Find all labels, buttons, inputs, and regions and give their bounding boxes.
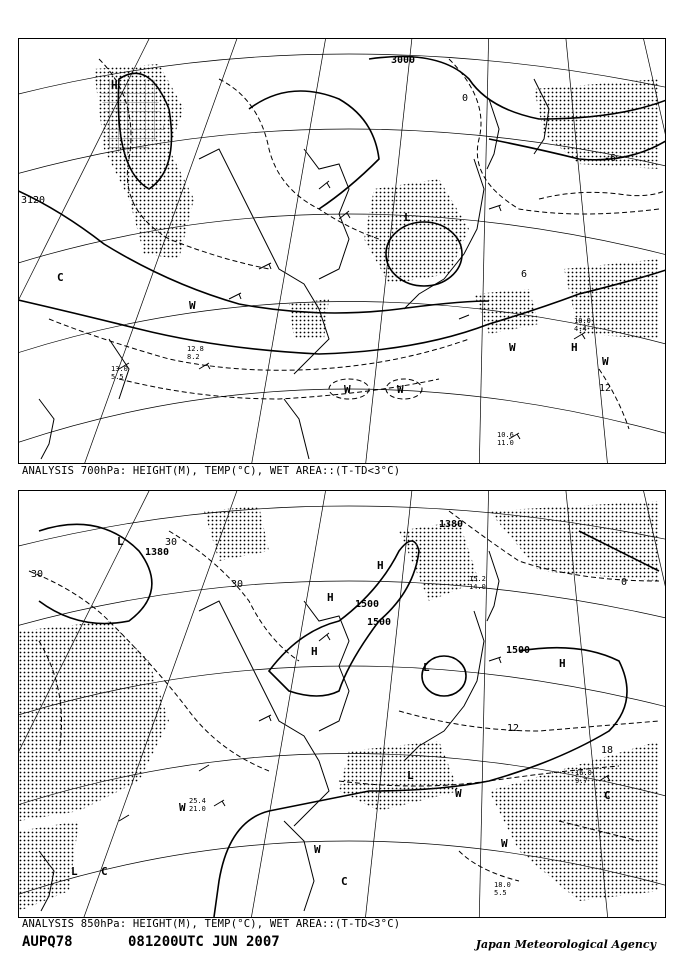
- pressure-system-marker: W: [455, 787, 462, 800]
- temperature-label: 18: [601, 745, 614, 756]
- temperature-label: 12: [599, 383, 612, 394]
- pressure-system-marker: H: [377, 559, 384, 572]
- height-label: 1500: [355, 599, 380, 610]
- station-value: 5.5: [111, 373, 124, 381]
- station-value: 4.4: [574, 325, 587, 333]
- station-value: 21.0: [189, 805, 206, 813]
- height-label: 3000: [391, 55, 416, 66]
- pressure-system-marker: L: [71, 865, 78, 878]
- pressure-system-marker: C: [604, 789, 611, 802]
- temperature-label: 30: [31, 569, 44, 580]
- map-panel-850hpa: [18, 490, 666, 918]
- temperature-label: 12: [507, 723, 520, 734]
- pressure-system-marker: H: [559, 657, 566, 670]
- height-label: 1380: [439, 519, 464, 530]
- temperature-label: 30: [165, 537, 178, 548]
- height-label: 1500: [367, 617, 392, 628]
- wet-area: [19, 501, 659, 911]
- station-value: 13.0: [111, 365, 128, 373]
- pressure-system-marker: H: [111, 79, 118, 92]
- temperature-label: 0: [462, 93, 469, 104]
- map-850hpa-canvas: [19, 491, 665, 917]
- pressure-system-marker: C: [57, 271, 64, 284]
- pressure-system-marker: L: [117, 535, 124, 548]
- station-value: 10.6: [497, 431, 514, 439]
- station-value: 25.4: [189, 797, 206, 805]
- height-label: 1500: [506, 645, 531, 656]
- pressure-system-marker: W: [397, 383, 404, 396]
- map-700hpa-canvas: [19, 39, 665, 463]
- station-value: 9.7: [575, 777, 588, 785]
- pressure-system-marker: L: [423, 661, 430, 674]
- height-label: 1380: [145, 547, 170, 558]
- valid-time: 081200UTC JUN 2007: [128, 934, 280, 950]
- station-value: 5.5: [494, 889, 507, 897]
- station-value: 16.0: [575, 769, 592, 777]
- temperature-label: 30: [231, 579, 244, 590]
- pressure-system-marker: W: [189, 299, 196, 312]
- panel-caption-850hpa: ANALYSIS 850hPa: HEIGHT(M), TEMP(°C), WET AREA::(T-TD<3°C): [22, 918, 401, 930]
- station-value: 10.0: [574, 317, 591, 325]
- temperature-label: 6: [521, 269, 528, 280]
- station-value: 14.0: [469, 583, 486, 591]
- station-value: 8.2: [187, 353, 200, 361]
- pressure-system-marker: W: [179, 801, 186, 814]
- temperature-label: 0: [621, 577, 628, 588]
- pressure-system-marker: W: [501, 837, 508, 850]
- product-code: AUPQ78: [22, 934, 73, 950]
- panel-caption-700hpa: ANALYSIS 700hPa: HEIGHT(M), TEMP(°C), WET AREA::(T-TD<3°C): [22, 465, 401, 477]
- map-panel-700hpa: [18, 38, 666, 464]
- pressure-system-marker: W: [509, 341, 516, 354]
- pressure-system-marker: W: [344, 383, 351, 396]
- pressure-system-marker: W: [314, 843, 321, 856]
- agency-name: Japan Meteorological Agency: [475, 938, 656, 951]
- pressure-system-marker: C: [341, 875, 348, 888]
- pressure-system-marker: H: [327, 591, 334, 604]
- station-value: 11.0: [497, 439, 514, 447]
- pressure-system-marker: L: [404, 211, 411, 224]
- pressure-system-marker: W: [602, 355, 609, 368]
- station-value: 12.8: [187, 345, 204, 353]
- height-label: 3120: [21, 195, 46, 206]
- pressure-system-marker: C: [101, 865, 108, 878]
- station-value: 18.0: [494, 881, 511, 889]
- pressure-system-marker: L: [407, 769, 414, 782]
- temperature-label: -6: [604, 153, 617, 164]
- station-value: 15.2: [469, 575, 486, 583]
- pressure-system-marker: H: [571, 341, 578, 354]
- pressure-system-marker: H: [311, 645, 318, 658]
